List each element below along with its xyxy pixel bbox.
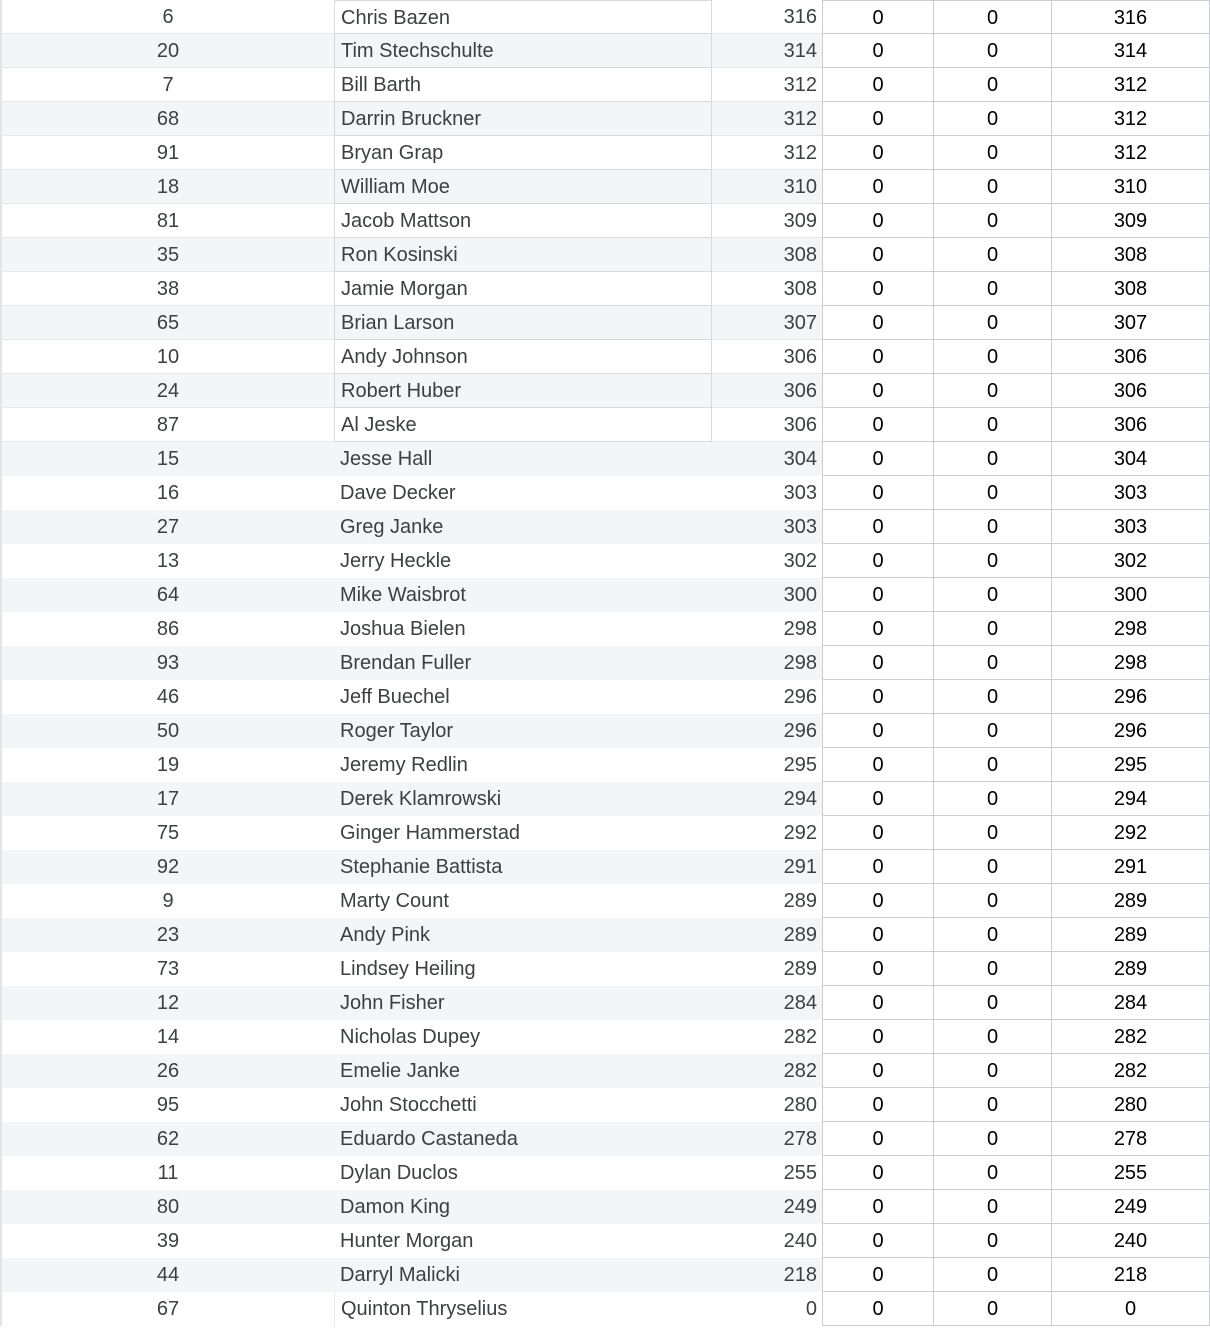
cell-col-b[interactable]: 0 — [933, 884, 1051, 918]
cell-points[interactable]: 306 — [712, 340, 822, 374]
cell-total[interactable]: 309 — [1051, 204, 1210, 238]
cell-points[interactable]: 298 — [783, 618, 817, 640]
cell-number[interactable]: 64 — [0, 578, 334, 612]
cell-total[interactable]: 278 — [1051, 1122, 1210, 1156]
cell-col-a[interactable]: 0 — [822, 1292, 933, 1326]
cell-col-b[interactable]: 0 — [933, 102, 1051, 136]
cell-number[interactable]: 15 — [0, 442, 334, 476]
cell-col-a[interactable]: 0 — [822, 272, 933, 306]
cell-name[interactable]: Jamie Morgan — [334, 272, 712, 306]
cell-total[interactable]: 308 — [1051, 238, 1210, 272]
cell-col-b[interactable]: 0 — [933, 374, 1051, 408]
cell-name[interactable]: Al Jeske — [334, 408, 712, 442]
table-row — [0, 272, 1210, 306]
cell-points[interactable]: 240 — [783, 1230, 817, 1252]
cell-col-a[interactable]: 0 — [822, 612, 933, 646]
table-row — [0, 170, 1210, 204]
cell-col-a[interactable]: 0 — [822, 918, 933, 952]
cell-name[interactable]: Ron Kosinski — [334, 238, 712, 272]
table-row — [0, 816, 1210, 850]
cell-col-b[interactable]: 0 — [933, 1088, 1051, 1122]
table-row — [0, 306, 1210, 340]
cell-col-a[interactable]: 0 — [822, 306, 933, 340]
cell-points[interactable]: 302 — [783, 550, 817, 572]
table-row — [0, 1122, 1210, 1156]
cell-col-a[interactable]: 0 — [822, 782, 933, 816]
cell-number[interactable]: 11 — [0, 1156, 334, 1190]
cell-total[interactable]: 300 — [1051, 578, 1210, 612]
cell-name[interactable]: Dave Decker — [340, 482, 456, 504]
cell-number[interactable]: 27 — [0, 510, 334, 544]
table-row — [0, 1054, 1210, 1088]
cell-points[interactable]: 300 — [783, 584, 817, 606]
cell-col-a[interactable]: 0 — [822, 0, 933, 34]
cell-col-b[interactable]: 0 — [933, 1292, 1051, 1326]
cell-total[interactable]: 0 — [1051, 1292, 1210, 1326]
cell-col-b[interactable]: 0 — [933, 204, 1051, 238]
cell-col-a[interactable]: 0 — [822, 1190, 933, 1224]
cell-points[interactable]: 296 — [783, 686, 817, 708]
cell-number[interactable]: 87 — [0, 408, 334, 442]
cell-total[interactable]: 298 — [1051, 646, 1210, 680]
cell-col-a[interactable]: 0 — [822, 1020, 933, 1054]
table-row — [0, 850, 1210, 884]
cell-col-b[interactable]: 0 — [933, 782, 1051, 816]
cell-col-a[interactable]: 0 — [822, 136, 933, 170]
cell-points[interactable]: 303 — [783, 482, 817, 504]
table-row — [0, 646, 1210, 680]
cell-points[interactable]: 295 — [783, 754, 817, 776]
cell-number[interactable]: 16 — [0, 476, 334, 510]
table-row — [0, 1258, 1210, 1292]
table-row — [0, 0, 1210, 34]
cell-col-a[interactable]: 0 — [822, 884, 933, 918]
cell-name[interactable]: John Fisher — [340, 992, 445, 1014]
table-row — [0, 1224, 1210, 1258]
cell-points[interactable]: 291 — [783, 856, 817, 878]
cell-points[interactable]: 289 — [783, 958, 817, 980]
cell-name[interactable]: Jeff Buechel — [340, 686, 450, 708]
cell-total[interactable]: 284 — [1051, 986, 1210, 1020]
cell-col-b[interactable]: 0 — [933, 578, 1051, 612]
cell-col-b[interactable]: 0 — [933, 34, 1051, 68]
cell-col-b[interactable]: 0 — [933, 1020, 1051, 1054]
table-row — [0, 714, 1210, 748]
table-row — [0, 1020, 1210, 1054]
cell-col-b[interactable]: 0 — [933, 646, 1051, 680]
cell-name[interactable]: Stephanie Battista — [340, 856, 503, 878]
cell-total[interactable]: 218 — [1051, 1258, 1210, 1292]
cell-col-b[interactable]: 0 — [933, 510, 1051, 544]
cell-name[interactable]: Damon King — [340, 1196, 451, 1218]
cell-col-b[interactable]: 0 — [933, 714, 1051, 748]
cell-points[interactable]: 312 — [712, 68, 822, 102]
cell-col-b[interactable]: 0 — [933, 1156, 1051, 1190]
cell-points[interactable]: 312 — [712, 136, 822, 170]
cell-number[interactable]: 67 — [0, 1292, 334, 1326]
cell-total[interactable]: 304 — [1051, 442, 1210, 476]
cell-number[interactable]: 81 — [0, 204, 334, 238]
cell-number[interactable]: 68 — [0, 102, 334, 136]
cell-col-b[interactable]: 0 — [933, 1054, 1051, 1088]
cell-col-b[interactable]: 0 — [933, 476, 1051, 510]
cell-col-a[interactable]: 0 — [822, 714, 933, 748]
cell-name[interactable]: Roger Taylor — [340, 720, 454, 742]
cell-name[interactable]: Joshua Bielen — [340, 618, 466, 640]
cell-col-b[interactable]: 0 — [933, 748, 1051, 782]
cell-col-b[interactable]: 0 — [933, 272, 1051, 306]
cell-total[interactable]: 310 — [1051, 170, 1210, 204]
cell-name[interactable]: Tim Stechschulte — [334, 34, 712, 68]
table-row — [0, 544, 1210, 578]
cell-col-b[interactable]: 0 — [933, 816, 1051, 850]
cell-col-a[interactable]: 0 — [822, 68, 933, 102]
cell-total[interactable]: 312 — [1051, 102, 1210, 136]
cell-name[interactable]: Ginger Hammerstad — [340, 822, 521, 844]
cell-col-b[interactable]: 0 — [933, 544, 1051, 578]
cell-number[interactable]: 24 — [0, 374, 334, 408]
cell-points[interactable]: 309 — [712, 204, 822, 238]
table-row — [0, 918, 1210, 952]
cell-number[interactable]: 6 — [0, 0, 334, 34]
table-row — [0, 374, 1210, 408]
table-row — [0, 748, 1210, 782]
table-row — [0, 238, 1210, 272]
cell-total[interactable]: 316 — [1051, 0, 1210, 34]
cell-number[interactable]: 10 — [0, 340, 334, 374]
table-row — [0, 782, 1210, 816]
cell-col-a[interactable]: 0 — [822, 816, 933, 850]
cell-col-a[interactable]: 0 — [822, 34, 933, 68]
table-row — [0, 136, 1210, 170]
cell-points[interactable]: 307 — [712, 306, 822, 340]
cell-col-b[interactable]: 0 — [933, 442, 1051, 476]
cell-col-a[interactable]: 0 — [822, 1156, 933, 1190]
table-row — [0, 442, 1210, 476]
cell-col-b[interactable]: 0 — [933, 952, 1051, 986]
cell-number[interactable]: 91 — [0, 136, 334, 170]
cell-name[interactable]: Hunter Morgan — [340, 1230, 474, 1252]
cell-total[interactable]: 296 — [1051, 680, 1210, 714]
table-row — [0, 476, 1210, 510]
cell-points[interactable]: 314 — [712, 34, 822, 68]
cell-points[interactable]: 255 — [783, 1162, 817, 1184]
cell-col-a[interactable]: 0 — [822, 1224, 933, 1258]
cell-col-b[interactable]: 0 — [933, 850, 1051, 884]
cell-name[interactable]: Andy Johnson — [334, 340, 712, 374]
cell-col-a[interactable]: 0 — [822, 1054, 933, 1088]
table-row — [0, 204, 1210, 238]
cell-col-a[interactable]: 0 — [822, 578, 933, 612]
table-row — [0, 1088, 1210, 1122]
table-row — [0, 340, 1210, 374]
cell-number[interactable]: 23 — [0, 918, 334, 952]
cell-total[interactable]: 296 — [1051, 714, 1210, 748]
cell-number[interactable]: 75 — [0, 816, 334, 850]
cell-name[interactable]: Emelie Janke — [340, 1060, 461, 1082]
cell-col-a[interactable]: 0 — [822, 442, 933, 476]
table-row — [0, 510, 1210, 544]
cell-col-b[interactable]: 0 — [933, 986, 1051, 1020]
cell-col-b[interactable]: 0 — [933, 170, 1051, 204]
cell-total[interactable]: 249 — [1051, 1190, 1210, 1224]
cell-col-a[interactable]: 0 — [822, 952, 933, 986]
cell-points[interactable]: 296 — [783, 720, 817, 742]
cell-total[interactable]: 291 — [1051, 850, 1210, 884]
cell-col-b[interactable]: 0 — [933, 612, 1051, 646]
cell-col-b[interactable]: 0 — [933, 306, 1051, 340]
cell-col-a[interactable]: 0 — [822, 646, 933, 680]
cell-points[interactable]: 304 — [783, 448, 817, 470]
cell-number[interactable]: 35 — [0, 238, 334, 272]
cell-number[interactable]: 44 — [0, 1258, 334, 1292]
cell-name[interactable]: Greg Janke — [340, 516, 444, 538]
cell-points[interactable]: 278 — [783, 1128, 817, 1150]
cell-points[interactable]: 284 — [783, 992, 817, 1014]
cell-number[interactable]: 18 — [0, 170, 334, 204]
cell-col-a[interactable]: 0 — [822, 476, 933, 510]
cell-total[interactable]: 289 — [1051, 884, 1210, 918]
cell-total[interactable]: 240 — [1051, 1224, 1210, 1258]
cell-col-a[interactable]: 0 — [822, 680, 933, 714]
cell-col-a[interactable]: 0 — [822, 1088, 933, 1122]
cell-name[interactable]: Brian Larson — [334, 306, 712, 340]
cell-number[interactable]: 62 — [0, 1122, 334, 1156]
cell-number[interactable]: 95 — [0, 1088, 334, 1122]
cell-total[interactable]: 295 — [1051, 748, 1210, 782]
cell-points[interactable]: 218 — [783, 1264, 817, 1286]
cell-total[interactable]: 280 — [1051, 1088, 1210, 1122]
cell-name[interactable]: Marty Count — [340, 890, 449, 912]
cell-name[interactable]: Dylan Duclos — [340, 1162, 458, 1184]
cell-name[interactable]: Jeremy Redlin — [340, 754, 468, 776]
cell-col-b[interactable]: 0 — [933, 918, 1051, 952]
table-row — [0, 102, 1210, 136]
cell-total[interactable]: 312 — [1051, 68, 1210, 102]
cell-points[interactable]: 306 — [712, 408, 822, 442]
table-row — [0, 68, 1210, 102]
cell-total[interactable]: 289 — [1051, 952, 1210, 986]
table-row — [0, 1156, 1210, 1190]
cell-name[interactable]: Quinton Thryselius — [334, 1292, 712, 1326]
cell-col-a[interactable]: 0 — [822, 510, 933, 544]
cell-name[interactable]: William Moe — [334, 170, 712, 204]
cell-col-a[interactable]: 0 — [822, 544, 933, 578]
cell-number[interactable]: 65 — [0, 306, 334, 340]
cell-total[interactable]: 312 — [1051, 136, 1210, 170]
cell-total[interactable]: 289 — [1051, 918, 1210, 952]
cell-points[interactable]: 308 — [712, 272, 822, 306]
cell-name[interactable]: Nicholas Dupey — [340, 1026, 481, 1048]
cell-col-a[interactable]: 0 — [822, 1122, 933, 1156]
cell-points[interactable]: 308 — [712, 238, 822, 272]
cell-total[interactable]: 255 — [1051, 1156, 1210, 1190]
cell-name[interactable]: Lindsey Heiling — [340, 958, 476, 980]
cell-points[interactable]: 306 — [712, 374, 822, 408]
cell-number[interactable]: 93 — [0, 646, 334, 680]
table-row — [0, 578, 1210, 612]
cell-col-a[interactable]: 0 — [822, 102, 933, 136]
cell-name[interactable]: Darrin Bruckner — [334, 102, 712, 136]
cell-name[interactable]: Eduardo Castaneda — [340, 1128, 518, 1150]
cell-col-a[interactable]: 0 — [822, 204, 933, 238]
cell-number[interactable]: 38 — [0, 272, 334, 306]
cell-name[interactable]: Jerry Heckle — [340, 550, 452, 572]
cell-col-a[interactable]: 0 — [822, 408, 933, 442]
table-row — [0, 408, 1210, 442]
table-row — [0, 680, 1210, 714]
cell-points[interactable]: 289 — [783, 924, 817, 946]
cell-col-a[interactable]: 0 — [822, 1258, 933, 1292]
cell-total[interactable]: 298 — [1051, 612, 1210, 646]
cell-col-a[interactable]: 0 — [822, 238, 933, 272]
cell-number[interactable]: 12 — [0, 986, 334, 1020]
cell-col-b[interactable]: 0 — [933, 68, 1051, 102]
table-row — [0, 34, 1210, 68]
cell-name[interactable]: Jesse Hall — [340, 448, 433, 470]
cell-points[interactable]: 280 — [783, 1094, 817, 1116]
cell-number[interactable]: 13 — [0, 544, 334, 578]
cell-col-b[interactable]: 0 — [933, 1224, 1051, 1258]
cell-total[interactable]: 282 — [1051, 1020, 1210, 1054]
cell-col-a[interactable]: 0 — [822, 374, 933, 408]
cell-name[interactable]: Chris Bazen — [334, 0, 712, 34]
cell-name[interactable]: Robert Huber — [334, 374, 712, 408]
table-row — [0, 884, 1210, 918]
cell-total[interactable]: 282 — [1051, 1054, 1210, 1088]
cell-points[interactable]: 310 — [712, 170, 822, 204]
cell-name[interactable]: Andy Pink — [340, 924, 431, 946]
cell-total[interactable]: 303 — [1051, 476, 1210, 510]
cell-col-b[interactable]: 0 — [933, 0, 1051, 34]
cell-number[interactable]: 46 — [0, 680, 334, 714]
cell-points[interactable]: 298 — [783, 652, 817, 674]
cell-number[interactable]: 14 — [0, 1020, 334, 1054]
cell-name[interactable]: Mike Waisbrot — [340, 584, 466, 606]
cell-total[interactable]: 306 — [1051, 374, 1210, 408]
cell-total[interactable]: 308 — [1051, 272, 1210, 306]
cell-name[interactable]: John Stocchetti — [340, 1094, 477, 1116]
cell-col-b[interactable]: 0 — [933, 136, 1051, 170]
cell-points[interactable]: 0 — [805, 1298, 817, 1320]
cell-points[interactable]: 292 — [783, 822, 817, 844]
cell-col-a[interactable]: 0 — [822, 170, 933, 204]
table-row — [0, 1190, 1210, 1224]
cell-points[interactable]: 312 — [712, 102, 822, 136]
cell-number[interactable]: 92 — [0, 850, 334, 884]
cell-number[interactable]: 17 — [0, 782, 334, 816]
cell-col-b[interactable]: 0 — [933, 1258, 1051, 1292]
cell-number[interactable]: 7 — [0, 68, 334, 102]
cell-number[interactable]: 26 — [0, 1054, 334, 1088]
cell-col-a[interactable]: 0 — [822, 340, 933, 374]
cell-points[interactable]: 316 — [712, 0, 822, 34]
table-row — [0, 952, 1210, 986]
cell-points[interactable]: 289 — [783, 890, 817, 912]
cell-total[interactable]: 306 — [1051, 340, 1210, 374]
cell-name[interactable]: Jacob Mattson — [334, 204, 712, 238]
cell-total[interactable]: 292 — [1051, 816, 1210, 850]
cell-number[interactable]: 19 — [0, 748, 334, 782]
cell-col-b[interactable]: 0 — [933, 238, 1051, 272]
cell-col-a[interactable]: 0 — [822, 986, 933, 1020]
cell-points[interactable]: 303 — [783, 516, 817, 538]
cell-col-a[interactable]: 0 — [822, 748, 933, 782]
cell-total[interactable]: 307 — [1051, 306, 1210, 340]
cell-points[interactable]: 249 — [783, 1196, 817, 1218]
table-row — [0, 612, 1210, 646]
cell-col-b[interactable]: 0 — [933, 340, 1051, 374]
table-row — [0, 1292, 1210, 1326]
cell-total[interactable]: 314 — [1051, 34, 1210, 68]
cell-name[interactable]: Derek Klamrowski — [340, 788, 502, 810]
cell-total[interactable]: 302 — [1051, 544, 1210, 578]
cell-number[interactable]: 73 — [0, 952, 334, 986]
cell-number[interactable]: 50 — [0, 714, 334, 748]
cell-col-b[interactable]: 0 — [933, 1190, 1051, 1224]
cell-name[interactable]: Brendan Fuller — [340, 652, 472, 674]
cell-total[interactable]: 303 — [1051, 510, 1210, 544]
cell-number[interactable]: 20 — [0, 34, 334, 68]
cell-number[interactable]: 39 — [0, 1224, 334, 1258]
cell-total[interactable]: 306 — [1051, 408, 1210, 442]
cell-total[interactable]: 294 — [1051, 782, 1210, 816]
cell-name[interactable]: Darryl Malicki — [340, 1264, 460, 1286]
cell-points[interactable]: 294 — [783, 788, 817, 810]
cell-col-a[interactable]: 0 — [822, 850, 933, 884]
cell-name[interactable]: Bryan Grap — [334, 136, 712, 170]
cell-col-b[interactable]: 0 — [933, 680, 1051, 714]
cell-name[interactable]: Bill Barth — [334, 68, 712, 102]
cell-points[interactable]: 282 — [783, 1060, 817, 1082]
table-row — [0, 986, 1210, 1020]
cell-col-b[interactable]: 0 — [933, 408, 1051, 442]
cell-points[interactable]: 282 — [783, 1026, 817, 1048]
cell-number[interactable]: 9 — [0, 884, 334, 918]
cell-number[interactable]: 86 — [0, 612, 334, 646]
cell-number[interactable]: 80 — [0, 1190, 334, 1224]
cell-col-b[interactable]: 0 — [933, 1122, 1051, 1156]
